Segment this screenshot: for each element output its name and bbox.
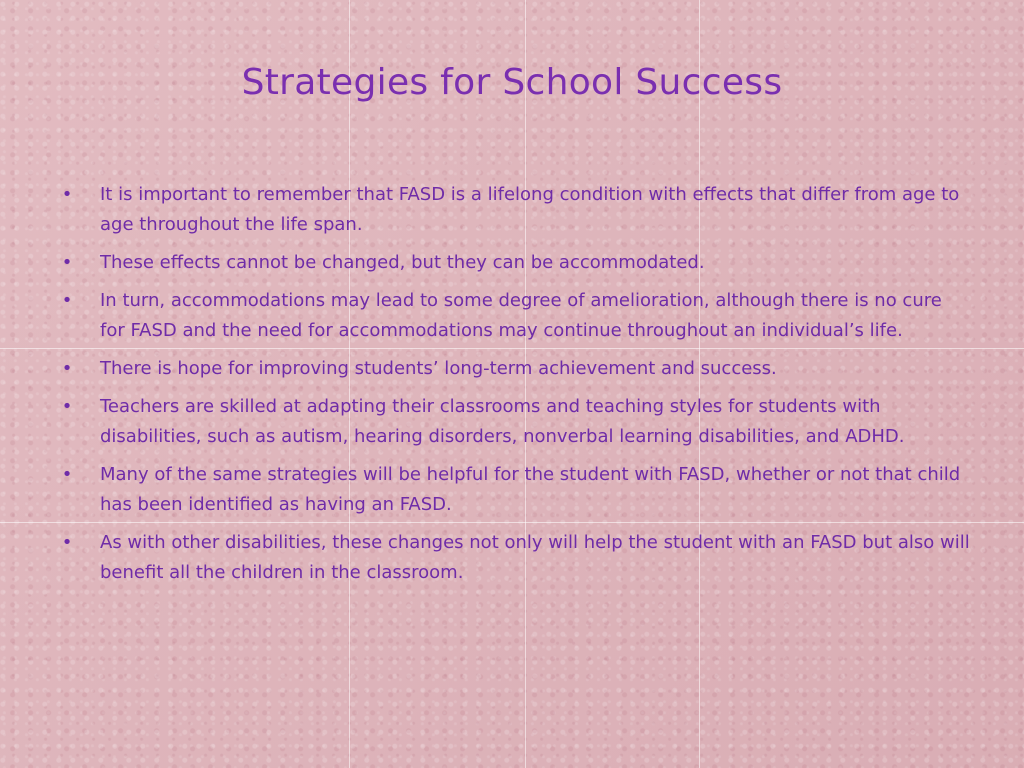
bullet-item bbox=[60, 460, 970, 520]
bullet-icon: • bbox=[61, 532, 73, 553]
bullet-item bbox=[60, 180, 970, 240]
bullet-text: Teachers are skilled at adapting their classrooms and teaching styles for students with disabilities, such as autism, hearing disorders, nonverbal learning disabilities, and ADHD. bbox=[100, 396, 905, 447]
bullet-item bbox=[60, 248, 970, 278]
bullet-icon: • bbox=[61, 358, 73, 379]
bullet-item bbox=[60, 528, 970, 588]
bullet-icon: • bbox=[61, 184, 73, 205]
bullet-item bbox=[60, 392, 970, 452]
bullet-text: As with other disabilities, these changes not only will help the student with an FASD but also will benefit all the children in the classroom. bbox=[100, 532, 970, 583]
bullet-icon: • bbox=[61, 396, 73, 417]
bullet-icon: • bbox=[61, 252, 73, 273]
slide-title: Strategies for School Success bbox=[241, 62, 783, 103]
bullet-text: It is important to remember that FASD is a lifelong condition with effects that differ from age to age throughout the life span. bbox=[100, 184, 960, 235]
bullet-icon: • bbox=[61, 464, 73, 485]
bullet-icon: • bbox=[61, 290, 73, 311]
bullet-list bbox=[60, 180, 970, 596]
bullet-item bbox=[60, 354, 970, 384]
bullet-text: There is hope for improving students’ long-term achievement and success. bbox=[100, 358, 777, 379]
bullet-text: These effects cannot be changed, but they can be accommodated. bbox=[100, 252, 705, 273]
bullet-item bbox=[60, 286, 970, 346]
bullet-text: Many of the same strategies will be helpful for the student with FASD, whether or not that child has been identified as having an FASD. bbox=[100, 464, 961, 515]
bullet-text: In turn, accommodations may lead to some degree of amelioration, although there is no cure for FASD and the need for accommodations may continue throughout an individual’s life. bbox=[100, 290, 942, 341]
